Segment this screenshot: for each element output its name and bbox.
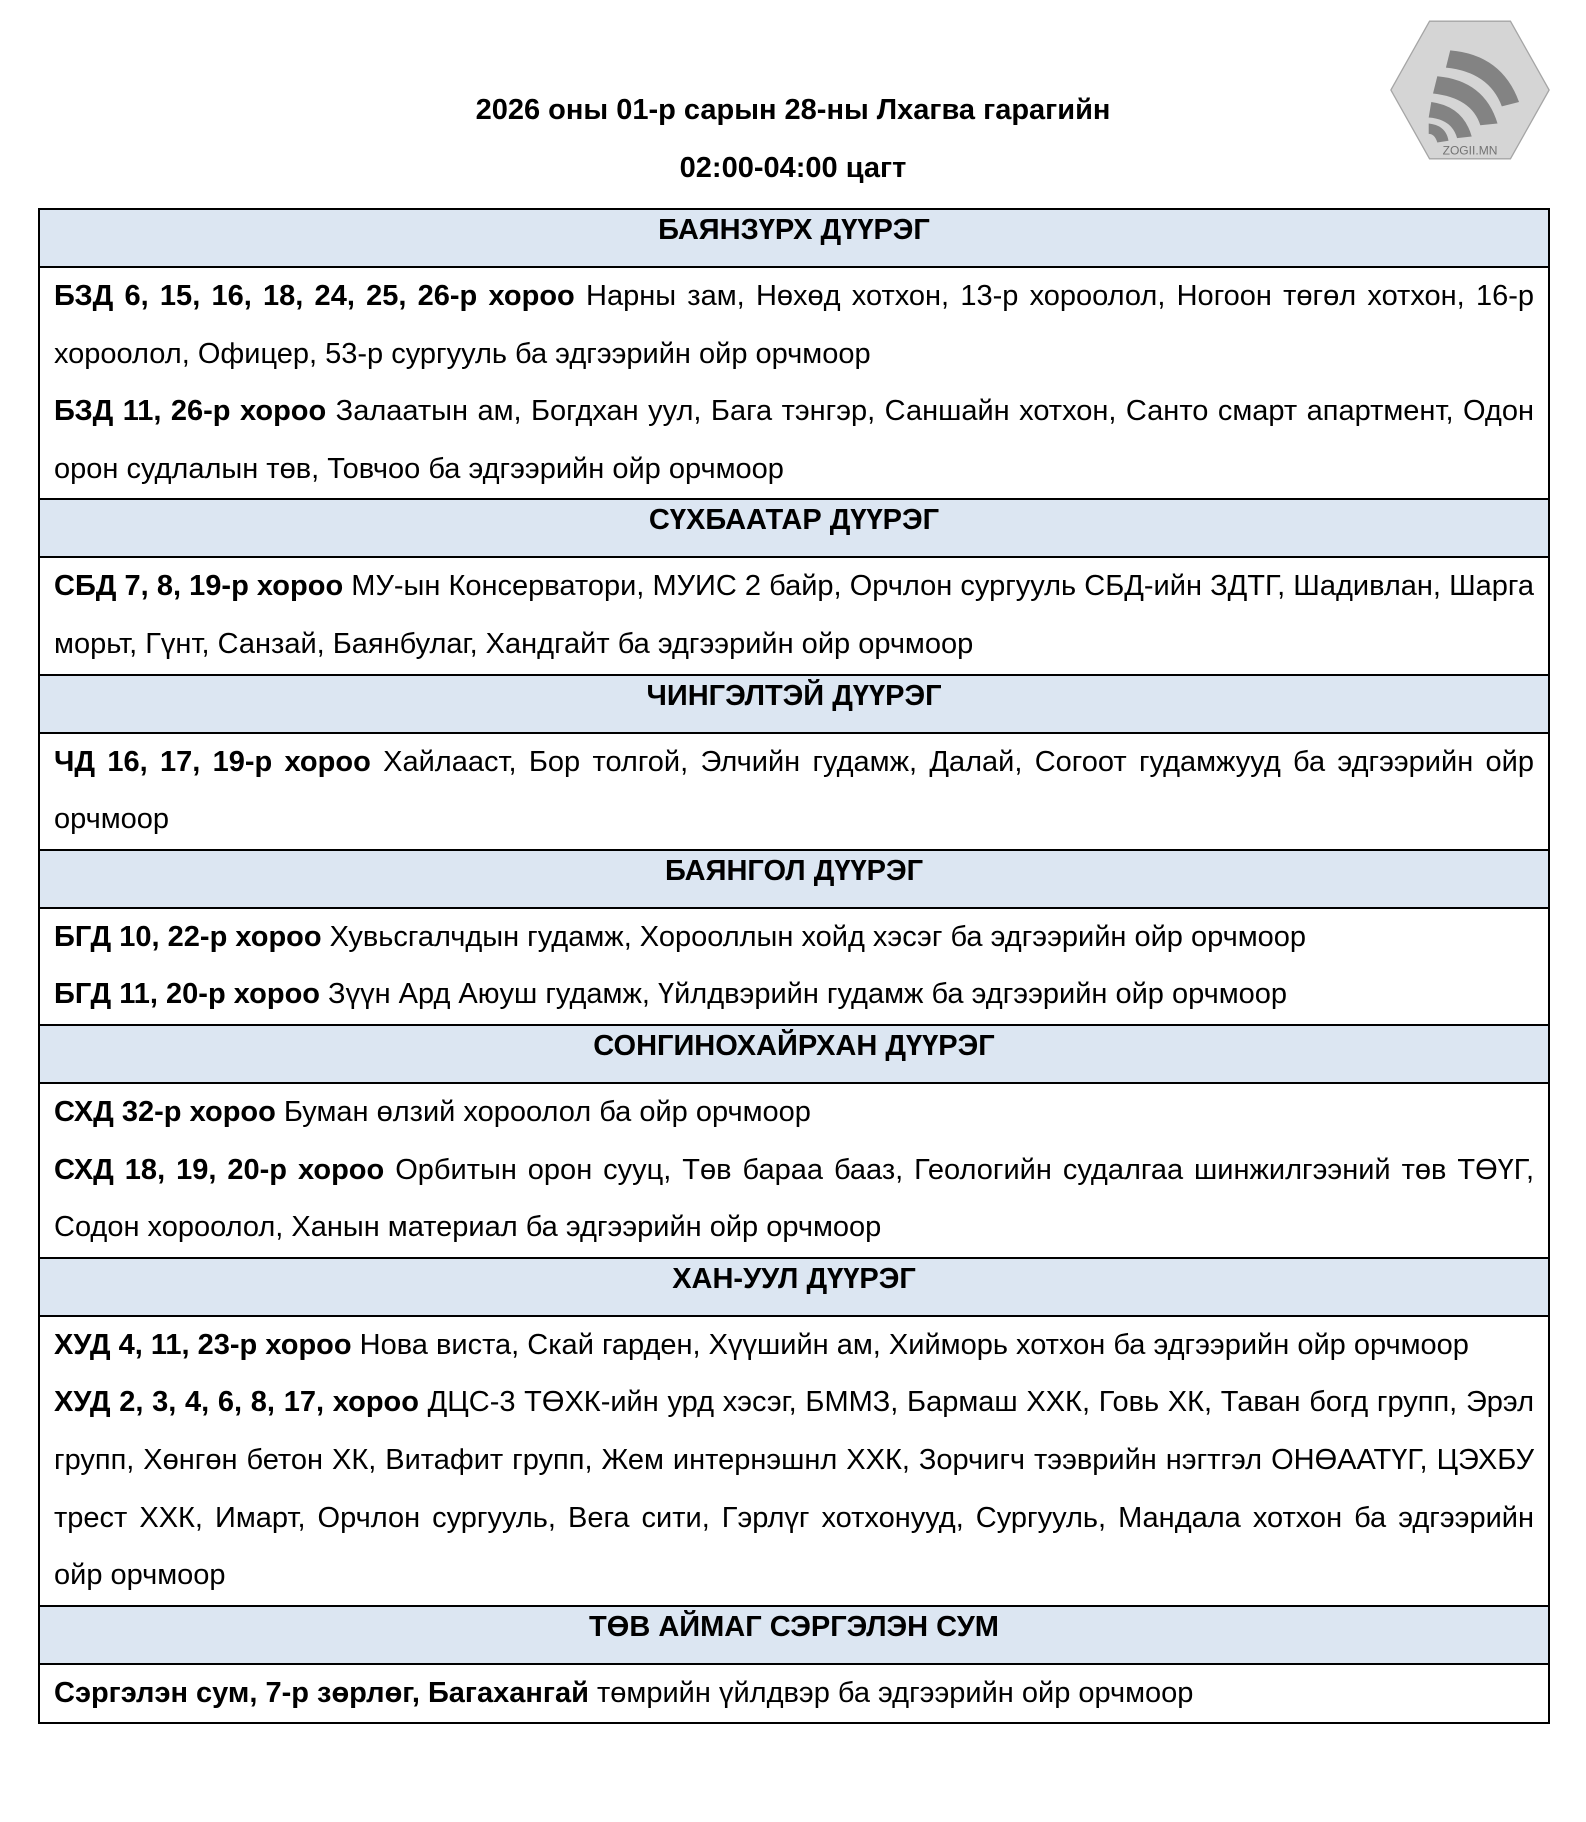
district-header-row [39,850,1549,908]
khoroo-label: БГД 10, 22-р хороо [54,920,322,953]
khoroo-label: ХУД 2, 3, 4, 6, 8, 17, хороо [54,1386,419,1419]
area-list: Нарны зам, Нөхөд хотхон, 13-р хороолол, Ногоон төгөл хотхон, 16-р хороолол, Офицер, 53-р сургууль ба эдгээрийн ойр орчмоор [54,280,1534,370]
district-name: ЧИНГЭЛТЭЙ ДҮҮРЭГ [39,675,1549,733]
khoroo-label: СХД 18, 19, 20-р хороо [54,1153,385,1186]
district-name: БАЯНЗҮРХ ДҮҮРЭГ [39,209,1549,267]
outage-table [38,208,1550,1724]
area-entry [54,1084,1534,1142]
areas-cell [39,557,1549,674]
area-entry [54,734,1534,849]
area-list: Орбитын орон сууц, Төв бараа бааз, Геологийн судалгаа шинжилгээний төв ТӨҮГ, Содон хороолол, Ханын материал ба эдгээрийн ойр орчмоор [54,1153,1534,1244]
area-list: Хувьсгалчдын гудамж, Хорооллын хойд хэсэг ба эдгээрийн ойр орчмоор [321,920,1307,953]
district-header-row [39,1258,1549,1316]
district-header-row [39,209,1549,267]
watermark-logo-icon [1390,20,1550,160]
area-entry [54,558,1534,673]
area-entry [54,1317,1534,1375]
district-header-row [39,1606,1549,1664]
area-entry [54,1374,1534,1604]
khoroo-label: Сэргэлэн сум, 7-р зөрлөг, Багахангай [54,1676,589,1709]
area-list: төмрийн үйлдвэр ба эдгээрийн ойр орчмоор [588,1676,1194,1709]
area-list: Нова виста, Скай гарден, Хүүшийн ам, Хийморь хотхон ба эдгээрийн ойр орчмоор [351,1328,1469,1361]
area-list: МУ-ын Консерватори, МУИС 2 байр, Орчлон сургууль СБД-ийн ЗДТГ, Шадивлан, Шарга морьт, Гүнт, Санзай, Баянбулаг, Хандгайт ба эдгээрийн ойр орчмоор [54,570,1534,660]
district-header-row [39,675,1549,733]
areas-cell [39,1316,1549,1606]
time-range: 02:00-04:00 цагт [679,152,907,184]
district-header-row [39,1025,1549,1083]
area-entry [54,268,1534,383]
district-areas-row [39,267,1549,499]
district-areas-row [39,908,1549,1025]
khoroo-label: СБД 7, 8, 19-р хороо [54,570,344,603]
area-list: Буман өлзий хороолол ба ойр орчмоор [275,1095,811,1128]
khoroo-label: БЗД 11, 26-р хороо [54,395,327,428]
khoroo-label: БГД 11, 20-р хороо [54,978,320,1011]
areas-cell [39,908,1549,1025]
district-areas-row [39,557,1549,674]
area-list: Залаатын ам, Богдхан уул, Бага тэнгэр, Саншайн хотхон, Санто смарт апартмент, Одон орон судлалын төв, Товчоо ба эдгээрийн ойр орчмоор [54,395,1534,485]
district-name: ТӨВ АЙМАГ СЭРГЭЛЭН СУМ [39,1606,1549,1664]
district-areas-row [39,1664,1549,1724]
district-header-row [39,499,1549,557]
areas-cell [39,1083,1549,1258]
area-entry [54,1142,1534,1257]
district-name: СОНГИНОХАЙРХАН ДҮҮРЭГ [39,1025,1549,1083]
area-entry [54,966,1534,1024]
areas-cell [39,733,1549,850]
khoroo-label: ХУД 4, 11, 23-р хороо [54,1328,352,1361]
district-name: ХАН-УУЛ ДҮҮРЭГ [39,1258,1549,1316]
document-title: 2026 оны 01-р сарын 28-ны Лхагва гарагийн [475,94,1111,126]
area-list: Хайлааст, Бор толгой, Элчийн гудамж, Далай, Согоот гудамжууд ба эдгээрийн ойр орчмоор [54,745,1534,836]
district-name: БАЯНГОЛ ДҮҮРЭГ [39,850,1549,908]
khoroo-label: БЗД 6, 15, 16, 18, 24, 25, 26-р хороо [54,280,575,312]
area-list: Зүүн Ард Аюуш гудамж, Үйлдвэрийн гудамж ба эдгээрийн ойр орчмоор [320,978,1288,1011]
district-areas-row [39,1316,1549,1606]
district-name: СҮХБААТАР ДҮҮРЭГ [39,499,1549,557]
area-entry [54,909,1534,967]
areas-cell [39,1664,1549,1724]
khoroo-label: СХД 32-р хороо [54,1095,276,1128]
district-areas-row [39,1083,1549,1258]
district-areas-row [39,733,1549,850]
area-entry [54,1665,1534,1723]
area-list: ДЦС-3 ТӨХК-ийн урд хэсэг, БММЗ, Бармаш ХХК, Говь ХК, Таван богд групп, Эрэл групп, Хөнгөн бетон ХК, Витафит групп, Жем интернэшнл ХХК, Зорчигч тээврийн нэгтгэл ОНӨААТҮГ, ЦЭХБУ трест ХХК, Имарт, Орчлон сургууль, Вега сити, Гэрлүг хотхонууд, Сургууль, Мандала хотхон ба эдгээрийн ойр орчмоор [54,1386,1534,1592]
areas-cell [39,267,1549,499]
svg-text:ZOGII.MN: ZOGII.MN [1442,143,1498,158]
khoroo-label: ЧД 16, 17, 19-р хороо [54,745,371,778]
area-entry [54,383,1534,498]
